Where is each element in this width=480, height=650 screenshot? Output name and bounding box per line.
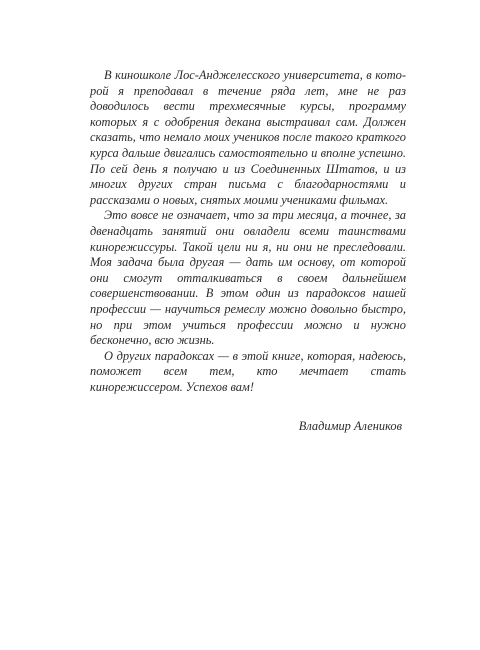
paragraph-2: Это вовсе не означает, что за три месяца, а точнее, за двенадцать занятий они овладели всеми таинствами кинорежиссуры. Такой цели ни я, ни они не преследовали. Моя задача была другая — дать им основу, от которой они смогут отталкиваться в своем дальнейшем совершенствовании. В этом один из парадоксов нашей профессии — научиться ремеслу можно довольно быстро, но при этом учиться профессии можно и нужно бесконечно, всю жизнь.	[90, 208, 406, 348]
paragraph-1: В киношколе Лос-Анджелесского университета, в которой я преподавал в течение ряда лет, мне не раз доводилось вести трехмесячные курсы, программу которых я с одобрения декана выстраивал сам. Должен сказать, что немало моих учеников после такого краткого курса дальше двигались самостоятельно и вполне успешно. По сей день я получаю и из Соединенных Штатов, и из многих других стран письма с благодарностями и рассказами о новых, снятых моими учениками фильмах.	[90, 68, 406, 207]
text-block	[90, 68, 406, 435]
author-signature: Владимир Алеников	[298, 419, 402, 434]
paragraph-3: О других парадоксах — в этой книге, которая, надеюсь, поможет всем тем, кто мечтает стать кинорежиссером. Успехов вам!	[90, 348, 406, 394]
